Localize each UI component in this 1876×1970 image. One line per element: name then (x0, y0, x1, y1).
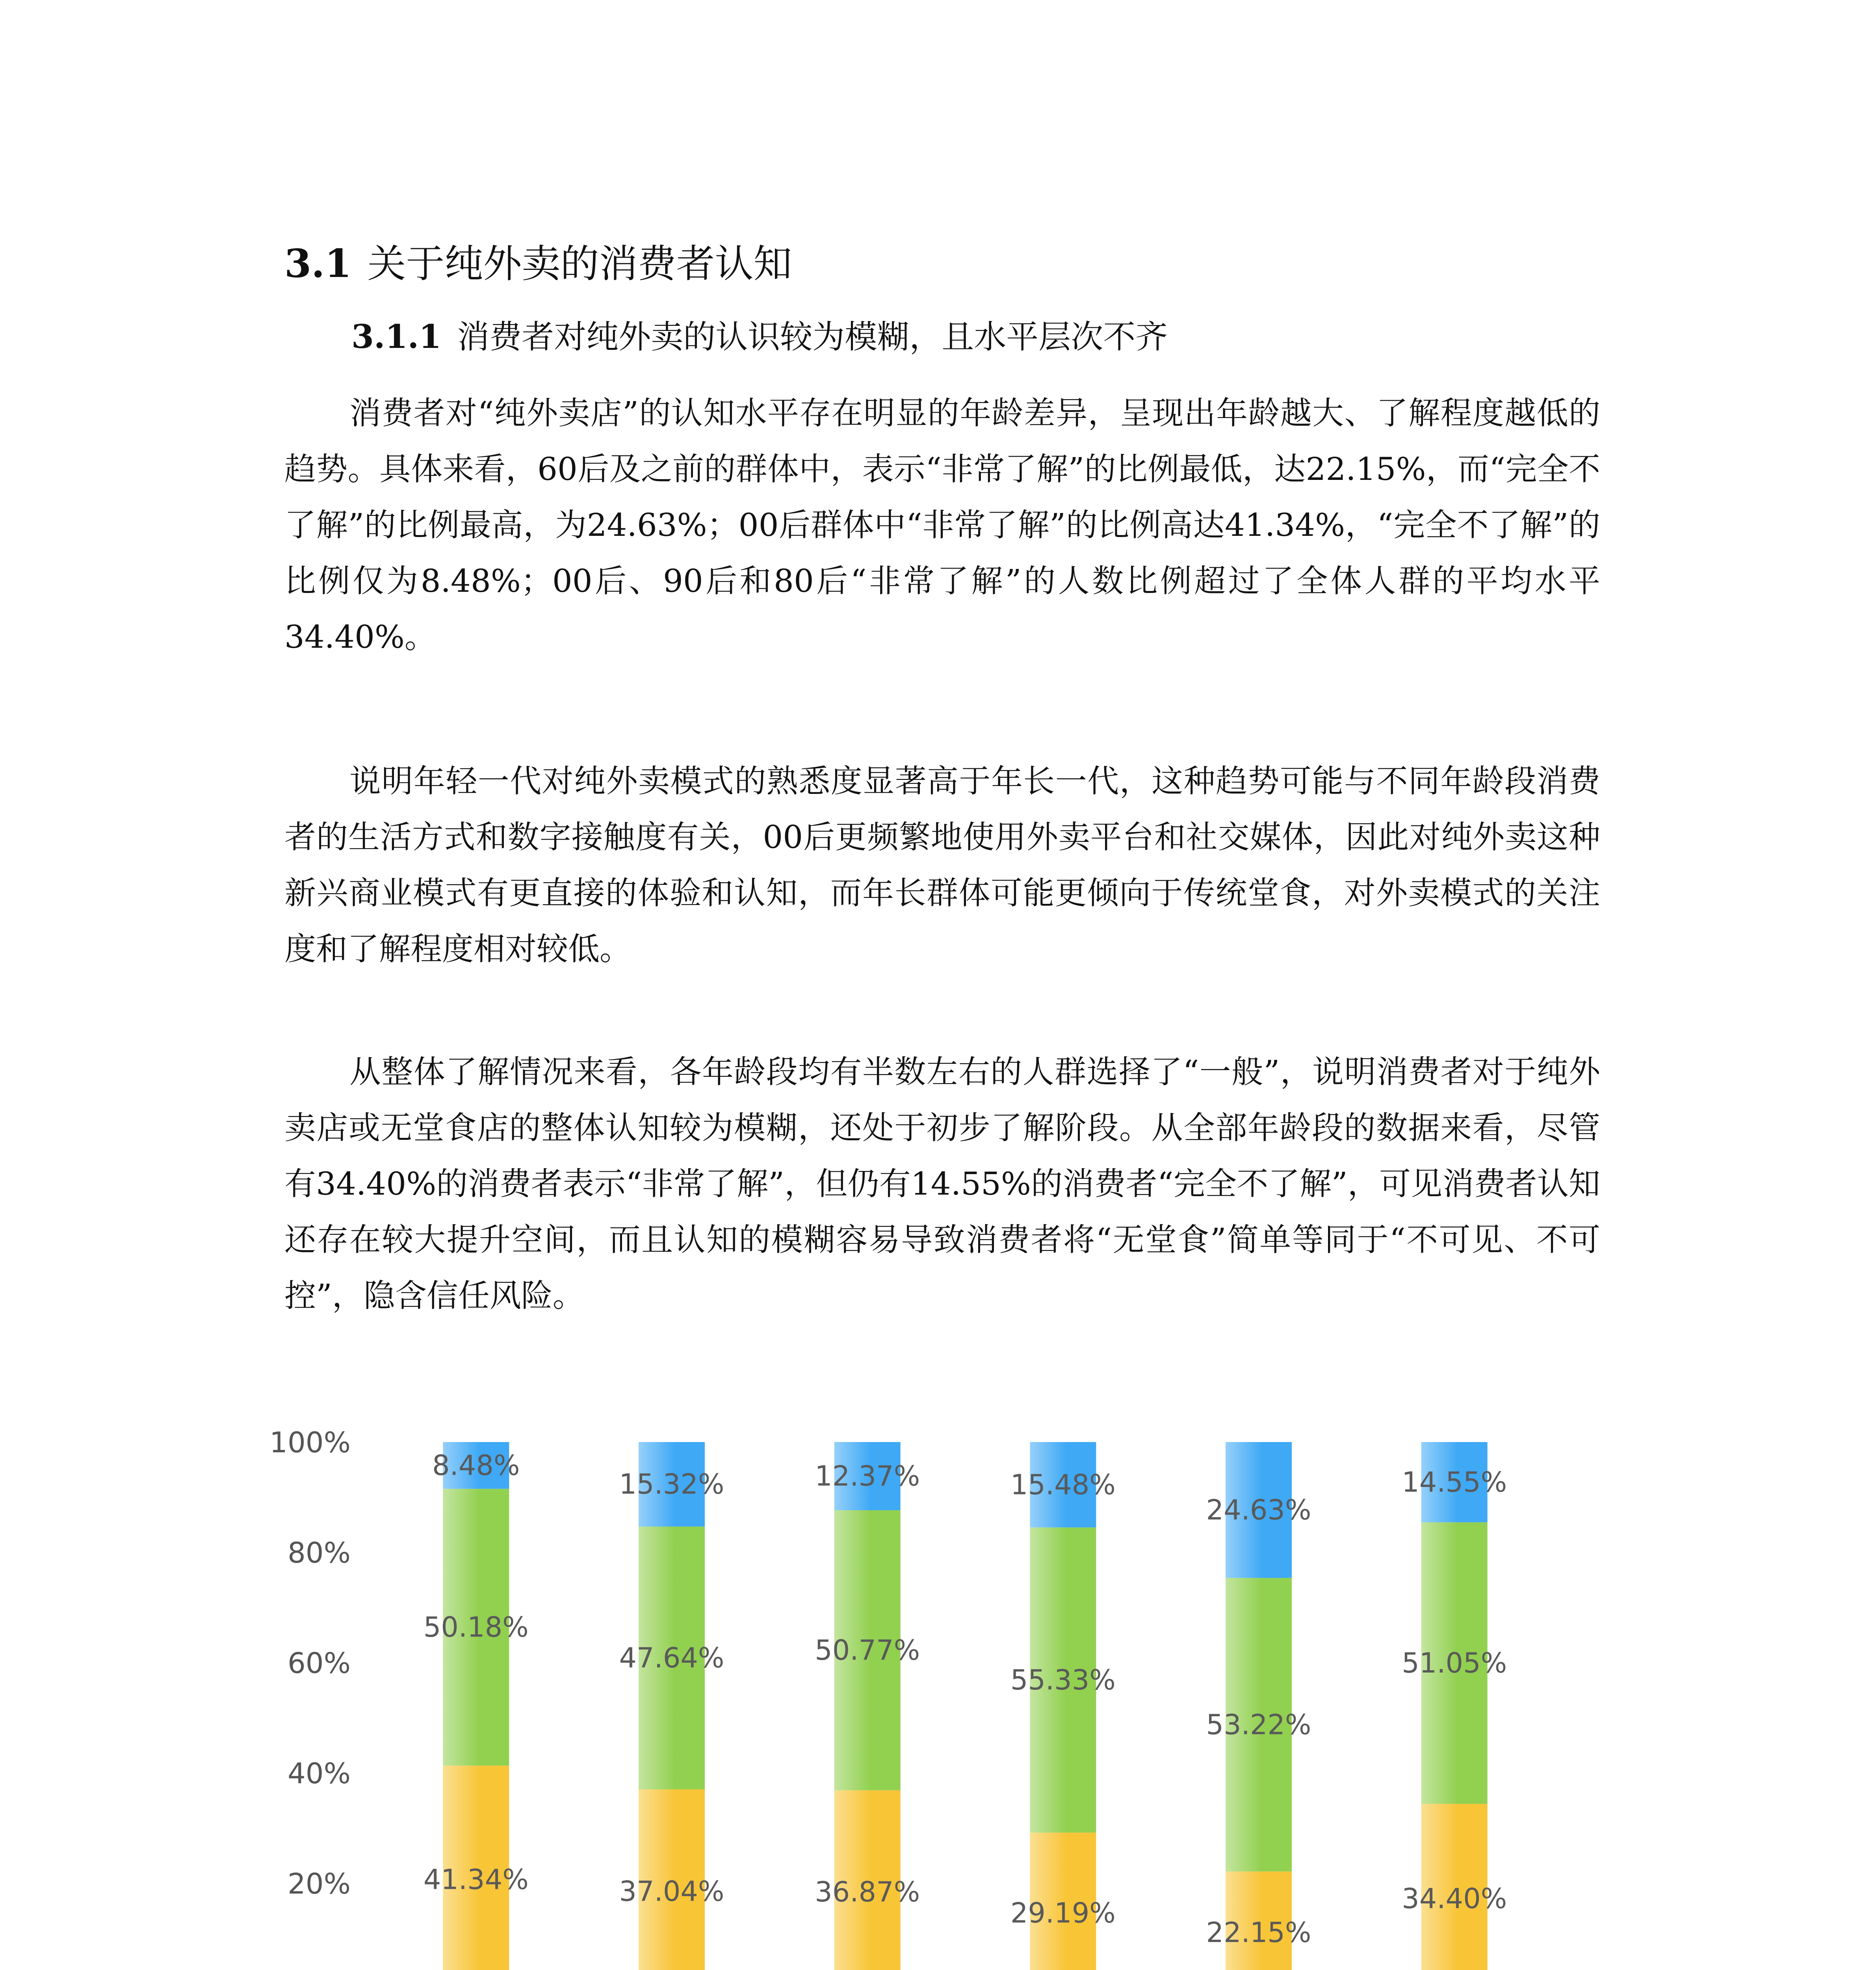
data-label: 15.32% (619, 1468, 724, 1501)
y-tick-label: 60% (287, 1647, 351, 1680)
data-label: 55.33% (1010, 1664, 1116, 1697)
stacked-bar-chart (269, 1418, 1599, 1970)
data-label: 34.40% (1402, 1883, 1507, 1915)
data-label: 12.37% (815, 1460, 920, 1492)
section-heading (284, 236, 792, 292)
data-label: 51.05% (1402, 1647, 1507, 1680)
y-tick-label: 40% (287, 1757, 351, 1790)
paragraph-3: 从整体了解情况来看，各年龄段均有半数左右的人群选择了“一般”，说明消费者对于纯外卖店或无堂食店的整体认知较为模糊，还处于初步了解阶段。从全部年龄段的数据来看，尽管有34.40%的消费者表示“非常了解”，但仍有14.55%的消费者“完全不了解”，可见消费者认知还存在较大提升空间，而且认知的模糊容易导致消费者将“无堂食”简单等同于“不可见、不可控”，隐含信任风险。 (284, 1054, 1600, 1314)
paragraph-2: 说明年轻一代对纯外卖模式的熟悉度显著高于年长一代，这种趋势可能与不同年龄段消费者的生活方式和数字接触度有关，00后更频繁地使用外卖平台和社交媒体，因此对纯外卖这种新兴商业模式有更直接的体验和认知，而年长群体可能更倾向于传统堂食，对外卖模式的关注度和了解程度相对较低。 (284, 763, 1600, 967)
data-label: 50.77% (815, 1634, 920, 1667)
data-label: 29.19% (1010, 1897, 1116, 1929)
data-label: 8.48% (432, 1449, 520, 1482)
subsection-title: 消费者对纯外卖的认识较为模糊，且水平层次不齐 (457, 318, 1168, 356)
subsection-heading (351, 311, 1168, 363)
section-number: 3.1 (284, 241, 352, 286)
data-label: 24.63% (1206, 1494, 1311, 1526)
data-label: 22.15% (1206, 1916, 1311, 1949)
data-label: 47.64% (619, 1641, 724, 1674)
data-label: 15.48% (1010, 1468, 1116, 1501)
subsection-number: 3.1.1 (351, 318, 442, 356)
paragraph-1: 消费者对“纯外卖店”的认知水平存在明显的年龄差异，呈现出年龄越大、了解程度越低的趋势。具体来看，60后及之前的群体中，表示“非常了解”的比例最低，达22.15%，而“完全不了解”的比例最高，为24.63%；00后群体中“非常了解”的比例高达41.34%，“完全不了解”的比例仅为8.48%；00后、90后和80后“非常了解”的人数比例超过了全体人群的平均水平34.40%。 (284, 395, 1600, 655)
data-label: 50.18% (423, 1611, 529, 1643)
data-label: 37.04% (619, 1875, 724, 1908)
data-label: 14.55% (1402, 1466, 1507, 1498)
y-tick-label: 100% (269, 1426, 351, 1459)
data-label: 53.22% (1206, 1708, 1311, 1741)
y-tick-label: 80% (287, 1536, 351, 1569)
y-tick-label: 20% (287, 1867, 351, 1900)
section-title: 关于纯外卖的消费者认知 (367, 242, 792, 286)
data-label: 36.87% (815, 1875, 920, 1908)
data-label: 41.34% (423, 1863, 529, 1896)
